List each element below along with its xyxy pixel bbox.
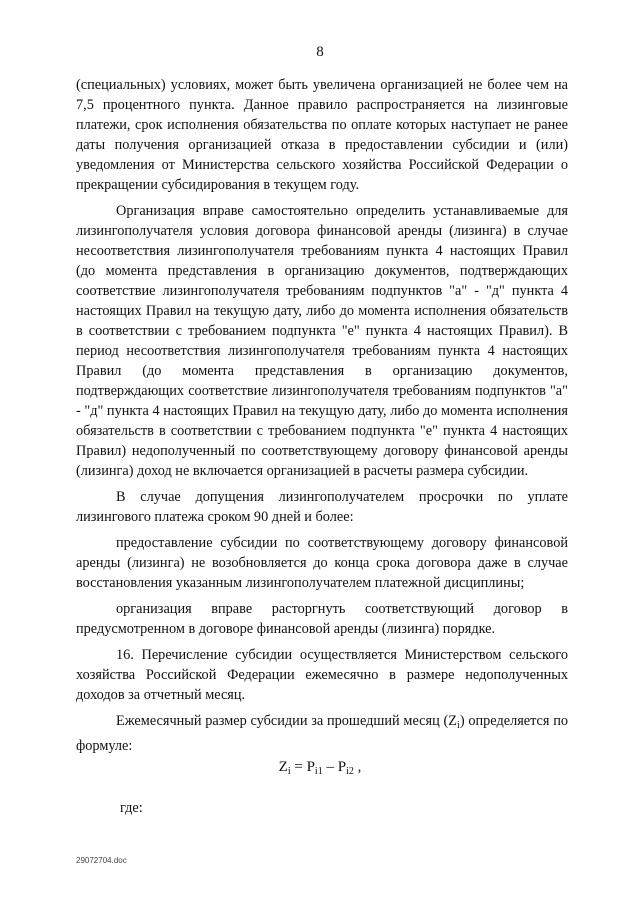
paragraph-subsidy-not-resumed: предоставление субсидии по соответствующему договору финансовой аренды (лизинга) не возобновляется до конца срока договора даже в случае восстановления указанным лизингополучателем платежной дисциплины; — [76, 535, 568, 591]
subsidy-formula: $Z_i = P_{i1} - P_{i2}$ , — [278, 759, 362, 777]
paragraph-section-16: 16. Перечисление субсидии осуществляется Министерством сельского хозяйства Российской Федерации ежемесячно в размере недополученных доходов за отчетный месяц. — [76, 647, 568, 703]
document-body — [76, 75, 568, 762]
paragraph-continuation: (специальных) условиях, может быть увеличена организацией не более чем на 7,5 процентного пункта. Данное правило распространяется на лизинговые платежи, срок исполнения обязательства по оплате которых наступает не ранее даты получения организацией отказа в предоставлении субсидии и (или) уведомления от Министерства сельского хозяйства Российской Федерации о прекращении субсидирования в текущем году. — [76, 77, 568, 193]
monthly-subsidy-text: Ежемесячный размер субсидии за прошедший месяц — [116, 713, 440, 729]
monthly-subsidy-variable: $(Z_i)$ — [443, 713, 465, 731]
paragraph-overdue-payment: В случае допущения лизингополучателем просрочки по уплате лизингового платежа сроком 90 дней и более: — [76, 489, 568, 525]
monthly-subsidy-continuation: определяется по формуле: — [76, 713, 569, 754]
paragraph-monthly-subsidy — [76, 711, 568, 756]
paragraph-leasing-conditions: Организация вправе самостоятельно определить устанавливаемые для лизингополучателя условия договора финансовой аренды (лизинга) в случае несоответствия лизингополучателя требованиям пункта 4 настоящих Правил (до момента представления в организацию документов, подтверждающих соответствие лизингополучателя требованиям подпунктов "а" - "д" пункта 4 настоящих Правил на текущую дату, либо до момента исполнения обязательств в соответствии с требованием подпункта "е" пункта 4 настоящих Правил). В период несоответствия лизингополучателя требованиям пункта 4 настоящих Правил (до момента представления в организацию документов, подтверждающих соответствие лизингополучателя требованиям подпунктов "а" - "д" пункта 4 настоящих Правил на текущую дату, либо до момента исполнения обязательств в соответствии с требованием подпункта "е" пункта 4 настоящих Правил) недополученный по соответствующему договору финансовой аренды (лизинга) доход не включается организацией в расчеты размера субсидии. — [76, 203, 568, 479]
document-footer: 29072704.doc — [76, 856, 127, 865]
paragraph-contract-termination: организация вправе расторгнуть соответствующий договор в предусмотренном в договоре финансовой аренды (лизинга) порядке. — [76, 601, 568, 637]
where-label: где: — [120, 800, 143, 816]
page-number: 8 — [316, 44, 324, 60]
